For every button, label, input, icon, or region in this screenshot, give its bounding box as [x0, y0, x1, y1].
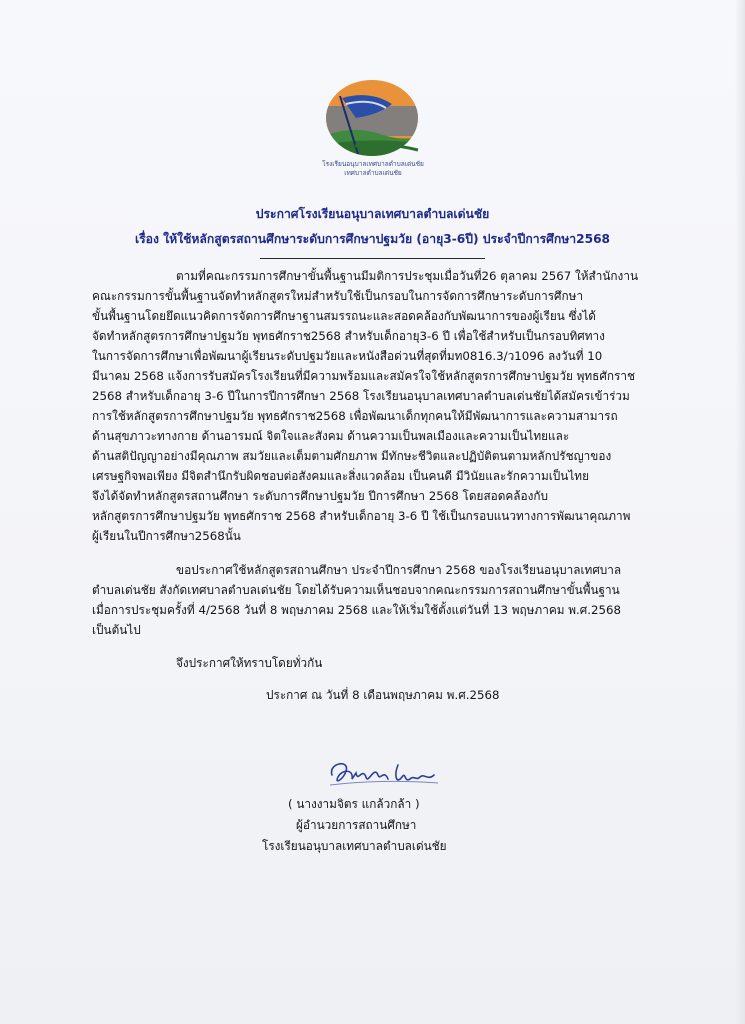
paragraph1-line: การใช้หลักสูตรการศึกษาปฐมวัย พุทธศักราช2568 เพื่อพัฒนาเด็กทุกคนให้มีพัฒนาการและความสามารถ: [92, 409, 618, 423]
paragraph1-line: ด้านสุขภาวะทางกาย ด้านอารมณ์ จิตใจและสังคม ด้านความเป็นพลเมืองและความเป็นไทยและ: [92, 429, 570, 443]
paragraph2-line: ขอประกาศใช้หลักสูตรสถานศึกษา ประจำปีการศึกษา 2568 ของโรงเรียนอนุบาลเทศบาล: [176, 563, 622, 577]
closing-statement: จึงประกาศให้ทราบโดยทั่วกัน: [176, 656, 323, 670]
paragraph1-line: ขั้นพื้นฐานโดยยึดแนวคิดการจัดการศึกษาฐานสมรรถนะและสอดคล้องกับพัฒนาการของผู้เรียน ซึ่งได้: [92, 309, 596, 323]
announcement-subject: เรื่อง ให้ใช้หลักสูตรสถานศึกษาระดับการศึกษาปฐมวัย (อายุ3-6ปี) ประจำปีการศึกษา2568: [134, 232, 611, 246]
paragraph2-line: เป็นต้นไป: [92, 623, 141, 637]
paragraph1-line: มีนาคม 2568 แจ้งการรับสมัครโรงเรียนที่มีความพร้อมและสมัครใจใช้หลักสูตรการศึกษาปฐมวัย พุทธศักราช: [92, 369, 635, 383]
paragraph1-line: 2568 สำหรับเด็กอายุ 3-6 ปีในการปีการศึกษา 2568 โรงเรียนอนุบาลเทศบาลตำบลเด่นชัยได้สมัครเข้าร่วม: [92, 389, 630, 403]
announcement-date: ประกาศ ณ วันที่ 8 เดือนพฤษภาคม พ.ศ.2568: [266, 688, 500, 702]
logo-caption-line2: เทศบาลตำบลเด่นชัย: [344, 169, 402, 177]
paragraph1-line: ตามที่คณะกรรมการศึกษาขั้นพื้นฐานมีมติการประชุมเมื่อวันที่26 ตุลาคม 2567 ให้สำนักงาน: [176, 269, 639, 283]
signer-organization: โรงเรียนอนุบาลเทศบาลตำบลเด่นชัย: [262, 839, 447, 853]
scan-edge: [735, 0, 745, 1024]
paragraph2-line: ตำบลเด่นชัย สังกัดเทศบาลตำบลเด่นชัย โดยได้รับความเห็นชอบจากคณะกรรมการสถานศึกษาขั้นพื้นฐาน: [92, 583, 620, 597]
signer-position: ผู้อำนวยการสถานศึกษา: [296, 818, 417, 832]
title-divider: [260, 258, 485, 259]
announcement-title: ประกาศโรงเรียนอนุบาลเทศบาลตำบลเด่นชัย: [255, 207, 490, 221]
signer-name: ( นางงามจิตร แกล้วกล้า ): [288, 797, 420, 811]
paragraph1-line: หลักสูตรการศึกษาปฐมวัย พุทธศักราช 2568 สำหรับเด็กอายุ 3-6 ปี ใช้เป็นกรอบแนวทางการพัฒนาคุณภาพ: [92, 509, 631, 523]
paragraph1-line: คณะกรรมการขั้นพื้นฐานจัดทำหลักสูตรใหม่สำหรับใช้เป็นกรอบในการจัดการศึกษาระดับการศึกษา: [92, 289, 584, 303]
paragraph1-line: ผู้เรียนในปีการศึกษา2568นั้น: [92, 529, 241, 543]
paragraph1-line: จัดทำหลักสูตรการศึกษาปฐมวัย พุทธศักราช2568 สำหรับเด็กอายุ3-6 ปี เพื่อใช้สำหรับเป็นกรอบทิศทาง: [92, 329, 605, 343]
paragraph1-line: ด้านสติปัญญาอย่างมีคุณภาพ สมวัยและเต็มตามศักยภาพ มีทักษะชีวิตและปฏิบัติตนตามหลักปรัชญาของ: [92, 449, 612, 463]
paragraph1-line: จึงได้จัดทำหลักสูตรสถานศึกษา ระดับการศึกษาปฐมวัย ปีการศึกษา 2568 โดยสอดคล้องกับ: [92, 489, 549, 503]
logo-caption: [288, 160, 458, 178]
logo-caption-line1: โรงเรียนอนุบาลเทศบาลตำบลเด่นชัย: [322, 160, 424, 168]
paragraph1-line: ในการจัดการศึกษาเพื่อพัฒนาผู้เรียนระดับปฐมวัยและหนังสือด่วนที่สุดที่มท0816.3/ว1096 ลงวันที่ 10: [92, 349, 603, 363]
paragraph2-line: เมื่อการประชุมครั้งที่ 4/2568 วันที่ 8 พฤษภาคม 2568 และให้เริ่มใช้ตั้งแต่วันที่ 13 พฤษภาคม พ.ศ.2568: [92, 603, 622, 617]
handwritten-signature-icon: [320, 755, 460, 795]
paragraph1-line: เศรษฐกิจพอเพียง มีจิตสำนึกรับผิดชอบต่อสังคมและสิ่งแวดล้อม เป็นคนดี มีวินัยและรักความเป็นไทย: [92, 469, 589, 483]
